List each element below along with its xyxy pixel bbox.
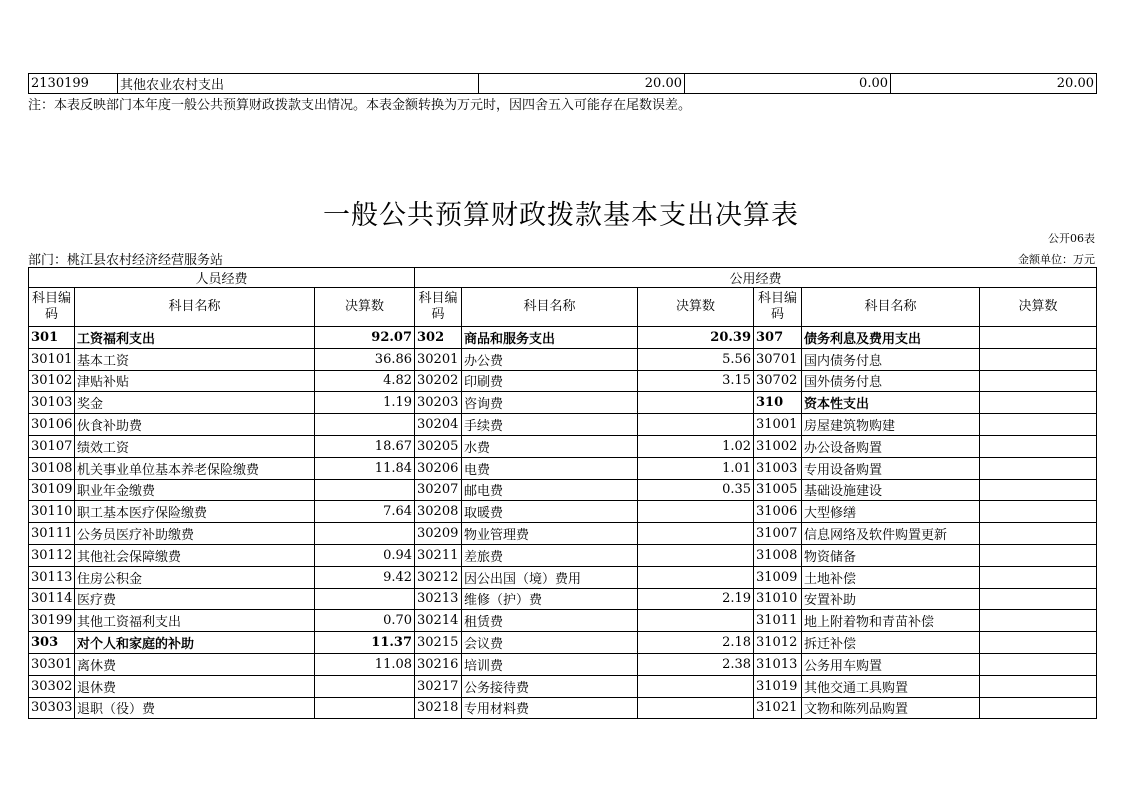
- subject-name: 租赁费: [462, 610, 638, 632]
- subject-name: 土地补偿: [802, 566, 980, 588]
- amount-cell: [980, 588, 1097, 610]
- amount-cell: 0.70: [315, 610, 415, 632]
- table-row: [29, 392, 1097, 414]
- table-note: 注：本表反映部门本年度一般公共预算财政拨款支出情况。本表金额转换为万元时，因四舍五入可能存在尾数误差。: [28, 98, 692, 113]
- amount-cell: 5.56: [638, 348, 754, 370]
- amount-cell: [638, 544, 754, 566]
- subject-code: 30212: [415, 566, 462, 588]
- subject-code: 31019: [754, 675, 802, 697]
- table-row: [29, 675, 1097, 697]
- subject-code: 31008: [754, 544, 802, 566]
- table-row: [29, 414, 1097, 436]
- subject-code: 30110: [29, 501, 75, 523]
- subject-name: 物业管理费: [462, 523, 638, 545]
- header-name: 科目名称: [75, 288, 315, 327]
- subject-name: 拆迁补偿: [802, 632, 980, 654]
- amount-cell: [980, 435, 1097, 457]
- group-personnel: 人员经费: [29, 268, 415, 288]
- subject-name: 其他交通工具购置: [802, 675, 980, 697]
- header-name: 科目名称: [802, 288, 980, 327]
- amount-cell: 2.18: [638, 632, 754, 654]
- subject-code: 31012: [754, 632, 802, 654]
- amount-cell: [315, 523, 415, 545]
- amount-cell: 20.00: [479, 74, 685, 94]
- basic-expenditure-table: [28, 267, 1097, 719]
- subject-name: 取暖费: [462, 501, 638, 523]
- subject-code: 30103: [29, 392, 75, 414]
- header-amount: 决算数: [315, 288, 415, 327]
- subject-code: 31007: [754, 523, 802, 545]
- amount-cell: 20.00: [891, 74, 1097, 94]
- subject-code: 30108: [29, 457, 75, 479]
- amount-cell: 11.08: [315, 653, 415, 675]
- subject-name: 基础设施建设: [802, 479, 980, 501]
- subject-name: 商品和服务支出: [462, 327, 638, 349]
- header-code: 科目编码: [415, 288, 462, 327]
- amount-cell: 18.67: [315, 435, 415, 457]
- subject-code: 30101: [29, 348, 75, 370]
- subject-name: 绩效工资: [75, 435, 315, 457]
- amount-cell: 0.94: [315, 544, 415, 566]
- subject-name: 其他社会保障缴费: [75, 544, 315, 566]
- subject-code: 31005: [754, 479, 802, 501]
- subject-code: 30302: [29, 675, 75, 697]
- subject-name: 国外债务付息: [802, 370, 980, 392]
- subject-code: 30201: [415, 348, 462, 370]
- subject-code: 301: [29, 327, 75, 349]
- subject-code: 31021: [754, 697, 802, 719]
- subject-name: 地上附着物和青苗补偿: [802, 610, 980, 632]
- subject-name: 债务利息及费用支出: [802, 327, 980, 349]
- group-public: 公用经费: [415, 268, 1097, 288]
- amount-cell: [315, 588, 415, 610]
- amount-cell: [980, 479, 1097, 501]
- amount-cell: 9.42: [315, 566, 415, 588]
- amount-unit-label: 金额单位：万元: [1018, 253, 1095, 266]
- subject-name: 住房公积金: [75, 566, 315, 588]
- subject-name: 会议费: [462, 632, 638, 654]
- subject-code: 30114: [29, 588, 75, 610]
- table-row: [29, 523, 1097, 545]
- subject-name: 安置补助: [802, 588, 980, 610]
- amount-cell: 2.38: [638, 653, 754, 675]
- table-row: [29, 697, 1097, 719]
- subject-name: 水费: [462, 435, 638, 457]
- subject-name: 房屋建筑物购建: [802, 414, 980, 436]
- subject-name: 因公出国（境）费用: [462, 566, 638, 588]
- amount-cell: [980, 392, 1097, 414]
- subject-code: 30107: [29, 435, 75, 457]
- subject-name: 印刷费: [462, 370, 638, 392]
- page-title: 一般公共预算财政拨款基本支出决算表: [323, 200, 799, 231]
- subject-code: 310: [754, 392, 802, 414]
- subject-code: 30213: [415, 588, 462, 610]
- subject-name: 办公费: [462, 348, 638, 370]
- header-amount: 决算数: [638, 288, 754, 327]
- amount-cell: [980, 632, 1097, 654]
- amount-cell: 1.19: [315, 392, 415, 414]
- amount-cell: 0.00: [685, 74, 891, 94]
- subject-name: 退职（役）费: [75, 697, 315, 719]
- amount-cell: 36.86: [315, 348, 415, 370]
- amount-cell: 0.35: [638, 479, 754, 501]
- subject-code: 2130199: [29, 74, 118, 94]
- subject-name: 咨询费: [462, 392, 638, 414]
- subject-code: 30102: [29, 370, 75, 392]
- subject-name: 专用设备购置: [802, 457, 980, 479]
- subject-code: 30202: [415, 370, 462, 392]
- subject-code: 31006: [754, 501, 802, 523]
- subject-code: 30111: [29, 523, 75, 545]
- table-row: [29, 327, 1097, 349]
- subject-name: 医疗费: [75, 588, 315, 610]
- amount-cell: [980, 653, 1097, 675]
- amount-cell: 11.84: [315, 457, 415, 479]
- amount-cell: [980, 675, 1097, 697]
- amount-cell: 20.39: [638, 327, 754, 349]
- subject-code: 30199: [29, 610, 75, 632]
- amount-cell: [980, 348, 1097, 370]
- header-amount: 决算数: [980, 288, 1097, 327]
- subject-name: 公务接待费: [462, 675, 638, 697]
- table-row: [29, 479, 1097, 501]
- amount-cell: [638, 392, 754, 414]
- subject-name: 机关事业单位基本养老保险缴费: [75, 457, 315, 479]
- subject-code: 30218: [415, 697, 462, 719]
- amount-cell: [980, 414, 1097, 436]
- amount-cell: 1.01: [638, 457, 754, 479]
- subject-name: 国内债务付息: [802, 348, 980, 370]
- subject-name: 文物和陈列品购置: [802, 697, 980, 719]
- table-row: [29, 501, 1097, 523]
- amount-cell: [980, 501, 1097, 523]
- subject-name: 信息网络及软件购置更新: [802, 523, 980, 545]
- subject-code: 30109: [29, 479, 75, 501]
- subject-name: 培训费: [462, 653, 638, 675]
- amount-cell: [980, 523, 1097, 545]
- amount-cell: [315, 414, 415, 436]
- subject-name: 退休费: [75, 675, 315, 697]
- subject-code: 30216: [415, 653, 462, 675]
- form-number: 公开06表: [1048, 232, 1095, 245]
- subject-name: 专用材料费: [462, 697, 638, 719]
- amount-cell: 1.02: [638, 435, 754, 457]
- amount-cell: [980, 697, 1097, 719]
- subject-name: 职工基本医疗保险缴费: [75, 501, 315, 523]
- table-row: [29, 435, 1097, 457]
- header-name: 科目名称: [462, 288, 638, 327]
- subject-name: 津贴补贴: [75, 370, 315, 392]
- subject-name: 对个人和家庭的补助: [75, 632, 315, 654]
- subject-name: 物资储备: [802, 544, 980, 566]
- amount-cell: [980, 457, 1097, 479]
- subject-code: 30206: [415, 457, 462, 479]
- subject-name: 邮电费: [462, 479, 638, 501]
- subject-code: 30209: [415, 523, 462, 545]
- subject-code: 302: [415, 327, 462, 349]
- subject-code: 31013: [754, 653, 802, 675]
- table-row: [29, 348, 1097, 370]
- amount-cell: 7.64: [315, 501, 415, 523]
- amount-cell: [315, 675, 415, 697]
- subject-code: 30113: [29, 566, 75, 588]
- subject-code: 30701: [754, 348, 802, 370]
- subject-code: 30211: [415, 544, 462, 566]
- subject-code: 31002: [754, 435, 802, 457]
- subject-name: 其他工资福利支出: [75, 610, 315, 632]
- header-code: 科目编码: [29, 288, 75, 327]
- table-row: [29, 610, 1097, 632]
- amount-cell: 3.15: [638, 370, 754, 392]
- amount-cell: [638, 566, 754, 588]
- table-row: [29, 566, 1097, 588]
- subject-name: 办公设备购置: [802, 435, 980, 457]
- department-label: 部门：桃江县农村经济经营服务站: [28, 253, 224, 268]
- table-row: [29, 588, 1097, 610]
- subject-name: 资本性支出: [802, 392, 980, 414]
- amount-cell: [980, 370, 1097, 392]
- amount-cell: [315, 697, 415, 719]
- subject-code: 31003: [754, 457, 802, 479]
- amount-cell: 11.37: [315, 632, 415, 654]
- subject-code: 307: [754, 327, 802, 349]
- subject-code: 31011: [754, 610, 802, 632]
- table-row: [29, 74, 1097, 94]
- amount-cell: 92.07: [315, 327, 415, 349]
- amount-cell: [638, 610, 754, 632]
- subject-code: 31001: [754, 414, 802, 436]
- subject-name: 其他农业农村支出: [118, 74, 479, 94]
- amount-cell: [638, 501, 754, 523]
- subject-code: 30203: [415, 392, 462, 414]
- table-row: [29, 653, 1097, 675]
- column-header-row: [29, 288, 1097, 327]
- amount-cell: 4.82: [315, 370, 415, 392]
- subject-name: 奖金: [75, 392, 315, 414]
- subject-name: 大型修缮: [802, 501, 980, 523]
- subject-code: 30205: [415, 435, 462, 457]
- subject-name: 手续费: [462, 414, 638, 436]
- subject-name: 电费: [462, 457, 638, 479]
- subject-name: 公务员医疗补助缴费: [75, 523, 315, 545]
- amount-cell: [638, 414, 754, 436]
- subject-name: 公务用车购置: [802, 653, 980, 675]
- subject-name: 职业年金缴费: [75, 479, 315, 501]
- header-code: 科目编码: [754, 288, 802, 327]
- amount-cell: [980, 544, 1097, 566]
- group-header-row: [29, 268, 1097, 288]
- subject-code: 30208: [415, 501, 462, 523]
- amount-cell: 2.19: [638, 588, 754, 610]
- subject-code: 30106: [29, 414, 75, 436]
- subject-code: 30301: [29, 653, 75, 675]
- amount-cell: [980, 610, 1097, 632]
- subject-name: 基本工资: [75, 348, 315, 370]
- table-row: [29, 457, 1097, 479]
- subject-code: 30112: [29, 544, 75, 566]
- amount-cell: [638, 675, 754, 697]
- amount-cell: [980, 566, 1097, 588]
- table-row: [29, 370, 1097, 392]
- subject-code: 30214: [415, 610, 462, 632]
- subject-code: 30702: [754, 370, 802, 392]
- subject-name: 伙食补助费: [75, 414, 315, 436]
- amount-cell: [980, 327, 1097, 349]
- subject-name: 维修（护）费: [462, 588, 638, 610]
- subject-code: 303: [29, 632, 75, 654]
- amount-cell: [638, 523, 754, 545]
- subject-code: 30207: [415, 479, 462, 501]
- table-row: [29, 632, 1097, 654]
- subject-code: 30303: [29, 697, 75, 719]
- table-row: [29, 544, 1097, 566]
- subject-code: 30215: [415, 632, 462, 654]
- subject-name: 离休费: [75, 653, 315, 675]
- subject-name: 工资福利支出: [75, 327, 315, 349]
- subject-name: 差旅费: [462, 544, 638, 566]
- amount-cell: [315, 479, 415, 501]
- top-continuation-table: [28, 73, 1097, 94]
- subject-code: 30204: [415, 414, 462, 436]
- subject-code: 31009: [754, 566, 802, 588]
- amount-cell: [638, 697, 754, 719]
- subject-code: 30217: [415, 675, 462, 697]
- subject-code: 31010: [754, 588, 802, 610]
